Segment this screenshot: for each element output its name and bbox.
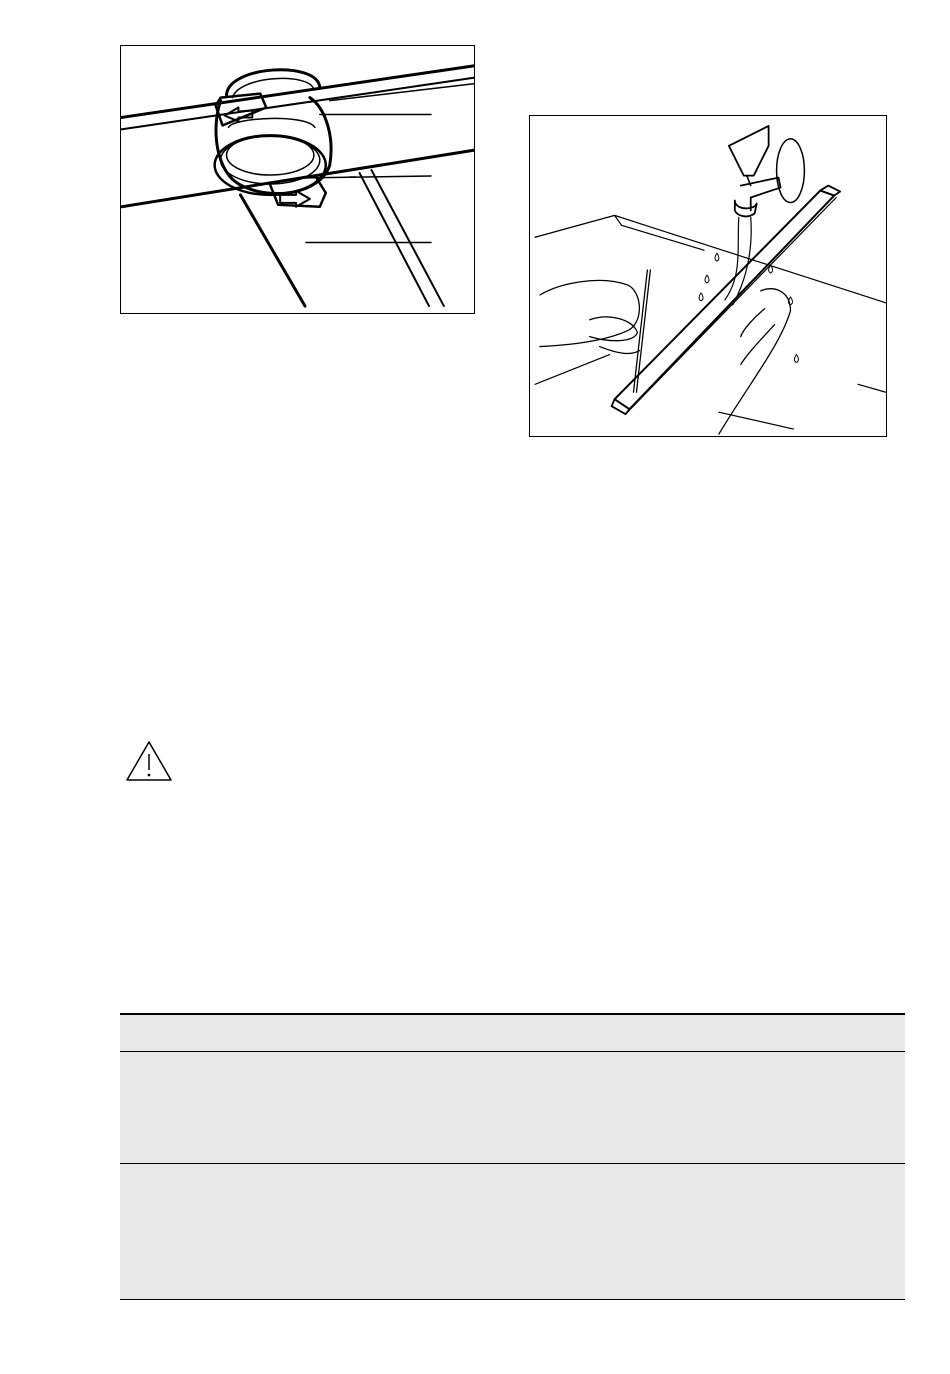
troubleshooting-table bbox=[120, 1013, 905, 1300]
warning-triangle-icon bbox=[124, 739, 174, 783]
spray-arm-cleaning-icon bbox=[530, 116, 886, 436]
spray-arm-lock-icon bbox=[121, 46, 474, 313]
table-header-row bbox=[120, 1013, 905, 1052]
table-row bbox=[120, 1052, 905, 1164]
figure-spray-arm-lock bbox=[120, 45, 475, 314]
table-row bbox=[120, 1164, 905, 1300]
figure-spray-arm-cleaning bbox=[529, 115, 887, 437]
